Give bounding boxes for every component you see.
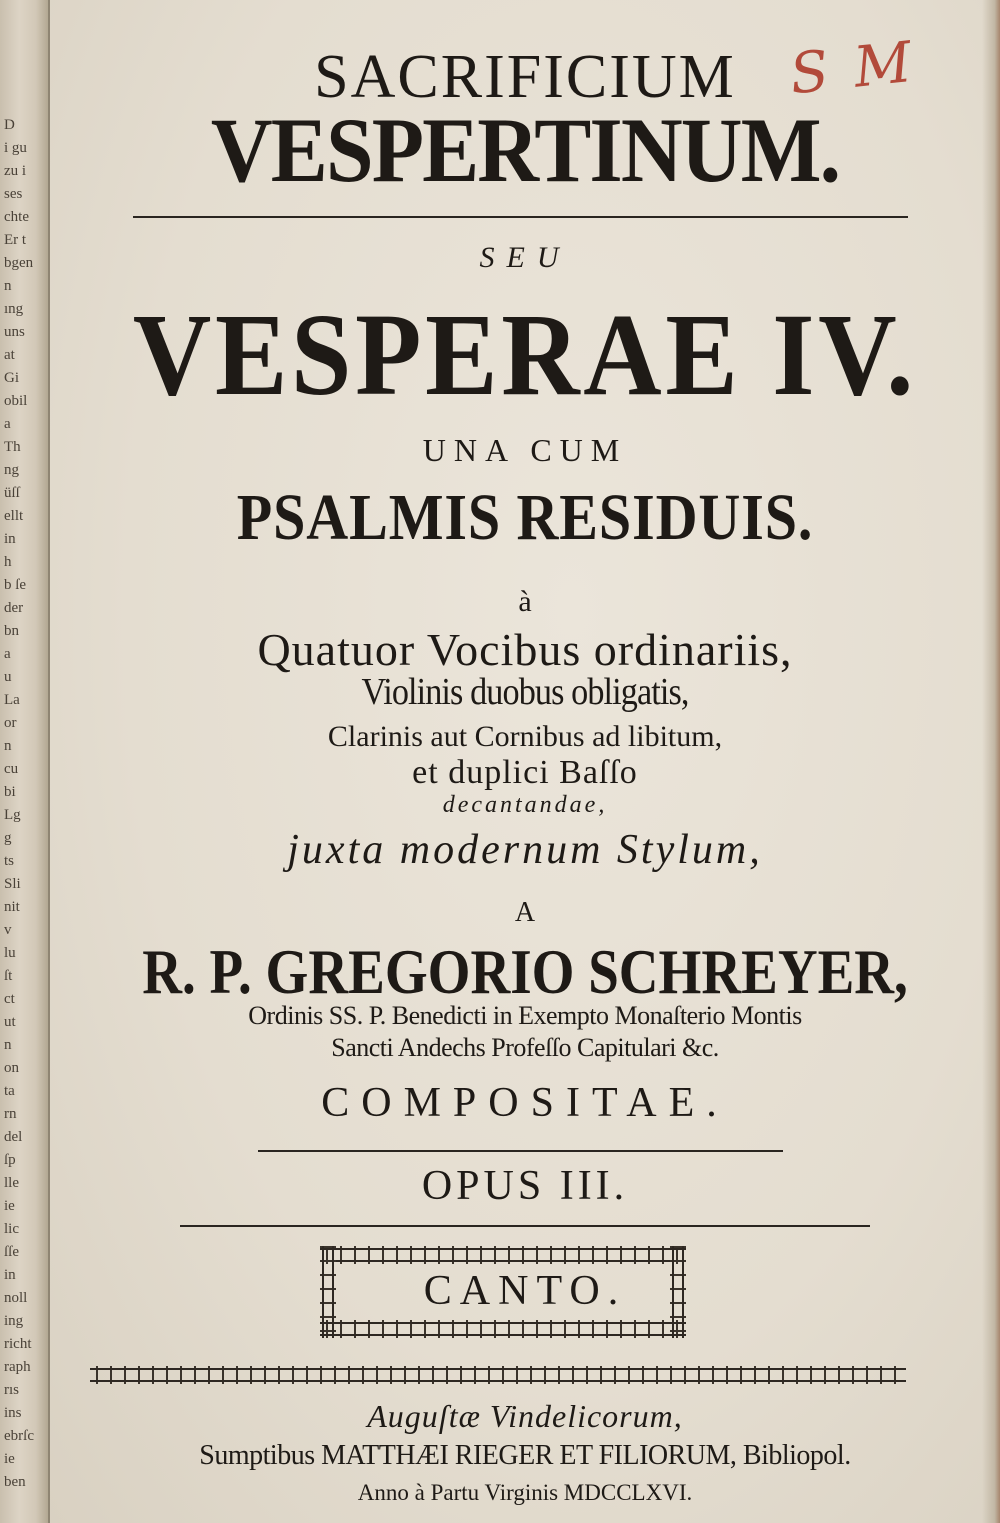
ornament-border-bottom — [320, 1320, 686, 1338]
binding-text-fragment: ins — [4, 1405, 22, 1421]
binding-text-fragment: ing — [4, 1313, 24, 1329]
binding-text-fragment: ie — [4, 1451, 15, 1467]
binding-text-fragment: n — [4, 1037, 12, 1053]
binding-text-fragment: La — [4, 692, 20, 708]
binding-text-fragment: ebrſc — [4, 1428, 34, 1444]
seu-label: SEU — [479, 241, 571, 274]
ornament-band — [90, 1366, 906, 1384]
binding-text-fragment: Sli — [4, 876, 21, 892]
binding-text-fragment: in — [4, 531, 16, 547]
binding-text-fragment: nit — [4, 899, 20, 915]
binding-text-fragment: rıs — [4, 1382, 19, 1398]
violins-line: Violinis duobus obligatis, — [361, 671, 689, 713]
ornament-border-top — [320, 1246, 686, 1264]
binding-text-fragment: D — [4, 117, 15, 133]
binding-text-fragment: ct — [4, 991, 15, 1007]
binding-text-fragment: noll — [4, 1290, 28, 1306]
binding-text-fragment: del — [4, 1129, 23, 1145]
binding-text-fragment: or — [4, 715, 17, 731]
title-line-2: VESPERTINUM. — [210, 99, 840, 201]
binding-text-fragment: ben — [4, 1474, 26, 1490]
binding-text-fragment: raph — [4, 1359, 31, 1375]
binding-text-fragment: bgen — [4, 255, 34, 271]
binding-text-fragment: Gi — [4, 370, 19, 386]
author-name: R. P. GREGORIO SCHREYER, — [142, 936, 908, 1007]
binding-text-fragment: ng — [4, 462, 19, 478]
binding-text-fragment: ſſe — [4, 1244, 19, 1260]
binding-text-fragment: a — [4, 646, 11, 662]
divider-rule — [133, 216, 908, 218]
psalmis-title: PSALMIS RESIDUIS. — [236, 481, 814, 554]
divider-rule — [180, 1225, 870, 1227]
shelfmark-annotation: S M — [786, 29, 919, 108]
binding-text-fragment: der — [4, 600, 24, 616]
binding-text-fragment: n — [4, 738, 12, 754]
binding-text-fragment: Lg — [4, 807, 21, 823]
decantandae-line: decantandae, — [442, 792, 608, 818]
basso-line: et duplici Baſſo — [412, 754, 638, 791]
binding-text-fragment: Er t — [4, 232, 27, 248]
binding-text-fragment: at — [4, 347, 15, 363]
divider-rule — [258, 1150, 783, 1152]
una-cum-label: UNA CUM — [422, 432, 628, 468]
clarini-line: Clarinis aut Cornibus ad libitum, — [327, 720, 723, 753]
binding-text-fragment: a — [4, 416, 11, 432]
stylum-line: juxta modernum Stylum, — [287, 827, 763, 873]
binding-text-fragment: ıng — [4, 301, 24, 317]
order-line-2: Sancti Andechs Profeſſo Capitulari &c. — [331, 1033, 719, 1062]
binding-text-fragment: üſſ — [4, 485, 20, 501]
title-line-1: SACRIFICIUM — [314, 43, 736, 111]
part-label: CANTO. — [423, 1268, 627, 1314]
binding-text-fragment: on — [4, 1060, 19, 1076]
binding-text-fragment: ta — [4, 1083, 15, 1099]
binding-text-fragment: ellt — [4, 508, 24, 524]
binding-text-fragment: lic — [4, 1221, 19, 1237]
voices-line: Quatuor Vocibus ordinariis, — [257, 624, 793, 675]
binding-text-fragment: v — [4, 922, 12, 938]
binding-strip — [0, 0, 50, 1523]
binding-text-fragment: ſt — [4, 968, 13, 984]
order-line-1: Ordinis SS. P. Benedicti in Exempto Monaſterio Montis — [248, 1001, 802, 1030]
binding-text-fragment: ie — [4, 1198, 15, 1214]
binding-text-fragment: ut — [4, 1014, 16, 1030]
binding-text-fragment: zu i — [4, 163, 27, 179]
binding-text-fragment: rn — [4, 1106, 17, 1122]
binding-text-fragment: i gu — [4, 140, 27, 156]
vesperae-title: VESPERAE IV. — [132, 289, 918, 420]
binding-text-fragment: bi — [4, 784, 16, 800]
binding-text-fragment: ſp — [4, 1152, 16, 1168]
binding-text-fragment: ses — [4, 186, 23, 202]
binding-text-fragment: g — [4, 830, 12, 846]
imprint-publisher: Sumptibus MATTHÆI RIEGER ET FILIORUM, Bibliopol. — [199, 1440, 851, 1471]
binding-text-fragment: uns — [4, 324, 25, 340]
binding-text-fragment: b ſe — [4, 577, 27, 593]
binding-text-fragment: h — [4, 554, 12, 570]
binding-text-fragment: bn — [4, 623, 19, 639]
imprint-place: Auguſtæ Vindelicorum, — [367, 1398, 683, 1434]
a-author-label: A — [514, 897, 536, 928]
binding-text-fragment: richt — [4, 1336, 32, 1352]
binding-text-fragment: u — [4, 669, 12, 685]
compositae-label: COMPOSITAE. — [321, 1080, 729, 1126]
binding-text-fragment: lle — [4, 1175, 19, 1191]
a-label: à — [518, 585, 532, 618]
binding-text-fragment: cu — [4, 761, 19, 777]
binding-text-fragment: lu — [4, 945, 16, 961]
binding-text-fragment: in — [4, 1267, 16, 1283]
binding-text-fragment: n — [4, 278, 12, 294]
imprint-year: Anno à Partu Virginis MDCCLXVI. — [357, 1480, 693, 1505]
opus-label: OPUS III. — [421, 1163, 629, 1209]
binding-text-fragment: ts — [4, 853, 15, 869]
binding-text-fragment: chte — [4, 209, 29, 225]
binding-text-fragment: obil — [4, 393, 28, 409]
binding-text-fragment: Th — [4, 439, 21, 455]
